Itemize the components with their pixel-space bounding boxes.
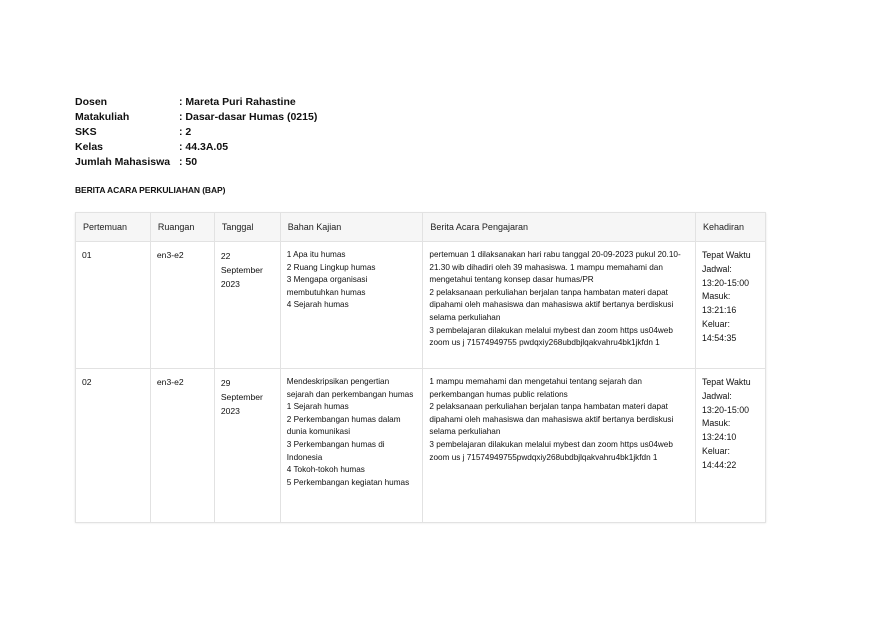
cell-kehadiran [696, 242, 766, 369]
header-bahan-kajian: Bahan Kajian [280, 213, 423, 242]
cell-kehadiran [696, 369, 766, 523]
sks-label: SKS [75, 126, 97, 138]
sks-value: : 2 [179, 126, 192, 138]
berita-line: 2 pelaksanaan perkuliahan berjalan tanpa hambatan materi dapat dipahami oleh mahasiswa dan mahasiswa aktif bertanya berdiskusi selama perkuliahan [429, 287, 674, 322]
bahan-line: 3 Mengapa organisasi membutuhkan humas [286, 275, 368, 297]
info-row-dosen [75, 95, 317, 110]
cell-tanggal: 22 September 2023 [214, 242, 280, 369]
cell-pertemuan: 01 [76, 242, 151, 369]
bahan-line: 2 Perkembangan humas dalam dunia komunikasi [286, 414, 401, 437]
table-row [76, 242, 766, 369]
berita-line: 3 pembelajaran dilakukan melalui mybest dan zoom https us04web zoom us j 71574949755 pwdqxiy268ubdbjlqakvahru4bk1jkfdn 1 [429, 325, 673, 348]
bahan-line: 5 Perkembangan kegiatan humas [286, 477, 410, 487]
berita-line: 2 pelaksanaan perkuliahan berjalan tanpa hambatan materi dapat dipahami oleh mahasiswa dan mahasiswa aktif bertanya berdiskusi selama perkuliahan [429, 402, 674, 437]
dosen-value: : Mareta Puri Rahastine [179, 96, 296, 108]
info-row-sks [75, 125, 317, 140]
info-row-jumlah [75, 155, 317, 170]
cell-bahan-kajian [280, 242, 423, 369]
bahan-line: Mendeskripsikan pengertian sejarah dan perkembangan humas [286, 377, 414, 399]
jumlah-value: : 50 [179, 156, 198, 168]
dosen-label: Dosen [75, 96, 108, 108]
bahan-line: 1 Sejarah humas [286, 402, 349, 412]
cell-berita-acara [423, 242, 696, 369]
kehadiran-keluar: Keluar: 14:44:22 [702, 445, 737, 470]
table-row [76, 369, 766, 523]
bahan-line: 3 Perkembangan humas di Indonesia [286, 439, 385, 462]
kelas-value: : 44.3A.05 [179, 141, 229, 153]
cell-ruangan: en3-e2 [150, 369, 214, 523]
bap-title: BERITA ACARA PERKULIAHAN (BAP) [75, 185, 226, 195]
course-info [75, 95, 317, 170]
matakuliah-label: Matakuliah [75, 111, 130, 123]
info-row-kelas [75, 140, 317, 155]
kehadiran-masuk: Masuk: 13:24:10 [702, 418, 737, 443]
bahan-line: 4 Sejarah humas [286, 300, 349, 310]
jumlah-label: Jumlah Mahasiswa [75, 156, 171, 168]
kehadiran-masuk: Masuk: 13:21:16 [702, 291, 737, 316]
berita-line: 1 mampu memahami dan mengetahui tentang sejarah dan perkembangan humas public relations [429, 377, 642, 399]
kelas-label: Kelas [75, 141, 104, 153]
kehadiran-keluar: Keluar: 14:54:35 [702, 318, 737, 343]
header-tanggal: Tanggal [214, 213, 280, 242]
info-row-matakuliah [75, 110, 317, 125]
bahan-line: 4 Tokoh-tokoh humas [286, 465, 365, 475]
berita-line: pertemuan 1 dilaksanakan hari rabu tanggal 20-09-2023 pukul 20.10-21.30 wib dihadiri oleh 39 mahasiswa. 1 mampu memahami dan mengetahui tentang konsep dasar humas/PR [429, 250, 681, 285]
cell-berita-acara [423, 369, 696, 523]
header-pertemuan: Pertemuan [76, 213, 151, 242]
cell-pertemuan: 02 [76, 369, 151, 523]
kehadiran-jadwal: Jadwal: 13:20-15:00 [702, 390, 749, 415]
cell-tanggal: 29 September 2023 [214, 369, 280, 523]
header-ruangan: Ruangan [150, 213, 214, 242]
berita-line: 3 pembelajaran dilakukan melalui mybest dan zoom https us04web zoom us j 71574949755pwdqxiy268ubdbjlqakvahru4bk1jkfdn 1 [429, 439, 673, 462]
cell-bahan-kajian [280, 369, 423, 523]
kehadiran-jadwal: Jadwal: 13:20-15:00 [702, 263, 749, 288]
kehadiran-status: Tepat Waktu [702, 377, 751, 387]
header-berita-acara: Berita Acara Pengajaran [423, 213, 696, 242]
matakuliah-value: : Dasar-dasar Humas (0215) [179, 111, 318, 123]
kehadiran-status: Tepat Waktu [702, 250, 751, 260]
table-header-row [76, 213, 766, 242]
bahan-line: 1 Apa itu humas [286, 250, 346, 259]
bap-table [75, 212, 766, 523]
bahan-line: 2 Ruang Lingkup humas [286, 262, 376, 272]
cell-ruangan: en3-e2 [150, 242, 214, 369]
header-kehadiran: Kehadiran [696, 213, 766, 242]
